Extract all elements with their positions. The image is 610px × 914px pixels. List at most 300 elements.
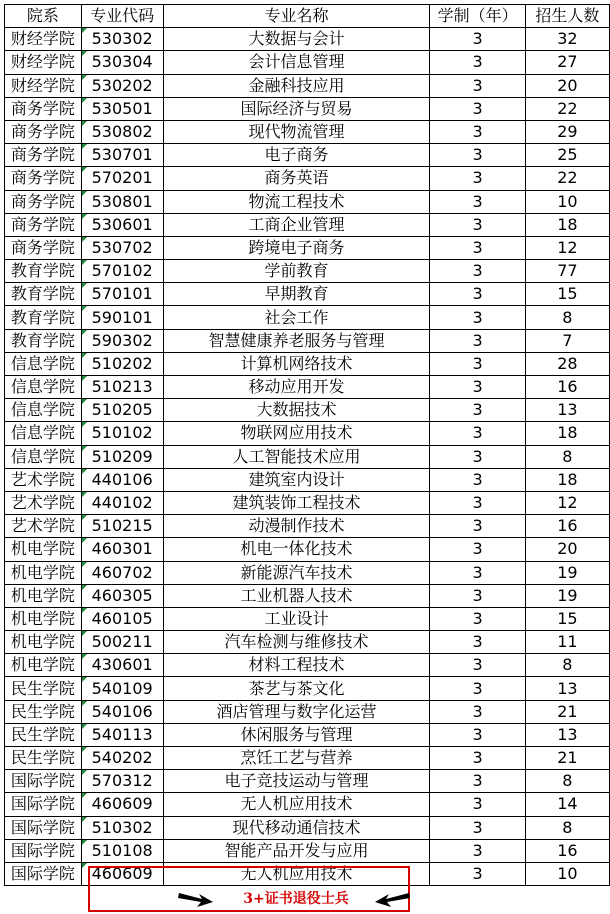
table-row [5, 74, 610, 97]
cell-code[interactable] [81, 144, 163, 167]
header-code[interactable]: 专业代码 [81, 5, 163, 28]
cell-name[interactable]: 建筑室内设计 [163, 468, 430, 491]
cell-marker-icon [82, 260, 87, 265]
cell-dept[interactable]: 国际学院 [5, 793, 82, 816]
cell-code-text: 530302 [91, 29, 153, 49]
cell-code[interactable] [81, 329, 163, 352]
table-row [5, 283, 610, 306]
cell-dept[interactable]: 机电学院 [5, 607, 82, 630]
table-body [5, 28, 610, 886]
table-row [5, 793, 610, 816]
cell-count[interactable]: 14 [525, 793, 609, 816]
cell-code-text: 570102 [91, 261, 153, 281]
cell-marker-icon [82, 353, 87, 358]
cell-count[interactable]: 16 [525, 839, 609, 862]
table-row [5, 816, 610, 839]
cell-code-text: 540113 [91, 724, 153, 744]
cell-count[interactable]: 16 [525, 376, 609, 399]
table-row [5, 631, 610, 654]
table-row [5, 770, 610, 793]
cell-dept[interactable]: 商务学院 [5, 190, 82, 213]
cell-years[interactable]: 3 [430, 283, 525, 306]
cell-name[interactable]: 茶艺与茶文化 [163, 677, 430, 700]
cell-code[interactable] [81, 376, 163, 399]
cell-dept[interactable]: 民生学院 [5, 700, 82, 723]
cell-code-text: 530702 [91, 237, 153, 257]
cell-years[interactable]: 3 [430, 584, 525, 607]
enrollment-table [4, 4, 610, 886]
cell-years[interactable]: 3 [430, 306, 525, 329]
cell-name[interactable]: 现代移动通信技术 [163, 816, 430, 839]
cell-years[interactable]: 3 [430, 167, 525, 190]
cell-name[interactable]: 工业机器人技术 [163, 584, 430, 607]
cell-marker-icon [82, 469, 87, 474]
cell-dept[interactable]: 信息学院 [5, 376, 82, 399]
cell-dept[interactable]: 艺术学院 [5, 515, 82, 538]
cell-code[interactable] [81, 283, 163, 306]
table-row [5, 422, 610, 445]
cell-marker-icon [82, 98, 87, 103]
cell-name[interactable]: 无人机应用技术 [163, 862, 430, 885]
cell-marker-icon [82, 747, 87, 752]
cell-dept[interactable]: 艺术学院 [5, 468, 82, 491]
table-row [5, 28, 610, 51]
cell-marker-icon [82, 306, 87, 311]
cell-count[interactable]: 16 [525, 515, 609, 538]
cell-code-text: 540109 [91, 678, 153, 698]
cell-years[interactable]: 3 [430, 747, 525, 770]
cell-marker-icon [82, 28, 87, 33]
cell-code-text: 540106 [91, 701, 153, 721]
cell-name[interactable]: 国际经济与贸易 [163, 97, 430, 120]
cell-count[interactable]: 32 [525, 28, 609, 51]
cell-dept[interactable]: 信息学院 [5, 352, 82, 375]
cell-code[interactable] [81, 793, 163, 816]
cell-code-text: 510205 [91, 400, 153, 420]
cell-count[interactable]: 25 [525, 144, 609, 167]
table-row [5, 747, 610, 770]
cell-count[interactable]: 12 [525, 491, 609, 514]
cell-code-text: 460702 [91, 562, 153, 582]
cell-code[interactable] [81, 190, 163, 213]
cell-code-text: 500211 [91, 632, 153, 652]
cell-dept[interactable]: 国际学院 [5, 816, 82, 839]
cell-years[interactable]: 3 [430, 260, 525, 283]
table-row [5, 654, 610, 677]
header-name[interactable]: 专业名称 [163, 5, 430, 28]
cell-code[interactable] [81, 352, 163, 375]
cell-dept[interactable]: 民生学院 [5, 677, 82, 700]
cell-years[interactable]: 3 [430, 515, 525, 538]
cell-years[interactable]: 3 [430, 422, 525, 445]
cell-count[interactable]: 8 [525, 654, 609, 677]
cell-count[interactable]: 77 [525, 260, 609, 283]
cell-count[interactable]: 27 [525, 51, 609, 74]
cell-name[interactable]: 工业设计 [163, 607, 430, 630]
header-row [5, 5, 610, 28]
cell-marker-icon [82, 283, 87, 288]
cell-years[interactable]: 3 [430, 862, 525, 885]
cell-marker-icon [82, 121, 87, 126]
cell-marker-icon [82, 167, 87, 172]
cell-name[interactable]: 社会工作 [163, 306, 430, 329]
cell-name[interactable]: 电子竞技运动与管理 [163, 770, 430, 793]
cell-count[interactable]: 29 [525, 120, 609, 143]
cell-years[interactable]: 3 [430, 677, 525, 700]
cell-name[interactable]: 金融科技应用 [163, 74, 430, 97]
cell-name[interactable]: 学前教育 [163, 260, 430, 283]
cell-code[interactable] [81, 677, 163, 700]
cell-years[interactable]: 3 [430, 144, 525, 167]
cell-dept[interactable]: 机电学院 [5, 538, 82, 561]
cell-code-text: 530601 [91, 214, 153, 234]
cell-years[interactable]: 3 [430, 561, 525, 584]
cell-count[interactable]: 7 [525, 329, 609, 352]
cell-code[interactable] [81, 51, 163, 74]
cell-code[interactable] [81, 422, 163, 445]
cell-dept[interactable]: 教育学院 [5, 283, 82, 306]
cell-name[interactable]: 移动应用开发 [163, 376, 430, 399]
cell-name[interactable]: 大数据技术 [163, 399, 430, 422]
cell-name[interactable]: 酒店管理与数字化运营 [163, 700, 430, 723]
cell-dept[interactable]: 国际学院 [5, 862, 82, 885]
cell-count[interactable]: 18 [525, 422, 609, 445]
cell-marker-icon [82, 237, 87, 242]
cell-marker-icon [82, 840, 87, 845]
cell-years[interactable]: 3 [430, 770, 525, 793]
cell-count[interactable]: 8 [525, 816, 609, 839]
cell-code[interactable] [81, 120, 163, 143]
cell-marker-icon [82, 75, 87, 80]
cell-dept[interactable]: 教育学院 [5, 306, 82, 329]
table-row [5, 352, 610, 375]
cell-count[interactable]: 13 [525, 399, 609, 422]
cell-count[interactable]: 18 [525, 213, 609, 236]
cell-dept[interactable]: 机电学院 [5, 584, 82, 607]
cell-count[interactable]: 18 [525, 468, 609, 491]
cell-marker-icon [82, 585, 87, 590]
cell-code-text: 510215 [91, 516, 153, 536]
cell-dept[interactable]: 国际学院 [5, 770, 82, 793]
cell-count[interactable]: 19 [525, 561, 609, 584]
cell-code[interactable] [81, 584, 163, 607]
cell-years[interactable]: 3 [430, 329, 525, 352]
table-row [5, 329, 610, 352]
cell-name[interactable]: 智能产品开发与应用 [163, 839, 430, 862]
cell-marker-icon [82, 330, 87, 335]
cell-dept[interactable]: 教育学院 [5, 329, 82, 352]
cell-count[interactable]: 12 [525, 236, 609, 259]
cell-code-text: 430601 [91, 655, 153, 675]
cell-marker-icon [82, 191, 87, 196]
cell-count[interactable]: 28 [525, 352, 609, 375]
cell-code[interactable] [81, 306, 163, 329]
cell-marker-icon [82, 51, 87, 56]
cell-name[interactable]: 智慧健康养老服务与管理 [163, 329, 430, 352]
cell-code[interactable] [81, 97, 163, 120]
cell-count[interactable]: 19 [525, 584, 609, 607]
cell-count[interactable]: 13 [525, 723, 609, 746]
cell-code-text: 510108 [91, 840, 153, 860]
cell-marker-icon [82, 214, 87, 219]
cell-name[interactable]: 机电一体化技术 [163, 538, 430, 561]
cell-code[interactable] [81, 538, 163, 561]
table-row [5, 399, 610, 422]
cell-dept[interactable]: 信息学院 [5, 445, 82, 468]
cell-code-text: 460105 [91, 608, 153, 628]
cell-count[interactable]: 15 [525, 607, 609, 630]
cell-code-text: 440102 [91, 493, 153, 513]
cell-dept[interactable]: 民生学院 [5, 747, 82, 770]
cell-code[interactable] [81, 654, 163, 677]
cell-dept[interactable]: 艺术学院 [5, 491, 82, 514]
cell-code[interactable] [81, 700, 163, 723]
cell-dept[interactable]: 机电学院 [5, 654, 82, 677]
cell-code[interactable] [81, 445, 163, 468]
cell-years[interactable]: 3 [430, 28, 525, 51]
cell-code[interactable] [81, 816, 163, 839]
cell-count[interactable]: 20 [525, 538, 609, 561]
cell-dept[interactable]: 信息学院 [5, 422, 82, 445]
cell-dept[interactable]: 教育学院 [5, 260, 82, 283]
cell-code[interactable] [81, 167, 163, 190]
cell-marker-icon [82, 492, 87, 497]
cell-dept[interactable]: 财经学院 [5, 28, 82, 51]
cell-marker-icon [82, 376, 87, 381]
table-row [5, 260, 610, 283]
cell-code[interactable] [81, 515, 163, 538]
cell-marker-icon [82, 817, 87, 822]
cell-code[interactable] [81, 260, 163, 283]
cell-dept[interactable]: 财经学院 [5, 74, 82, 97]
cell-dept[interactable]: 商务学院 [5, 120, 82, 143]
cell-marker-icon [82, 863, 87, 868]
table-row [5, 515, 610, 538]
cell-dept[interactable]: 商务学院 [5, 213, 82, 236]
cell-years[interactable]: 3 [430, 120, 525, 143]
cell-marker-icon [82, 399, 87, 404]
table-row [5, 51, 610, 74]
cell-years[interactable]: 3 [430, 51, 525, 74]
cell-years[interactable]: 3 [430, 399, 525, 422]
cell-name[interactable]: 材料工程技术 [163, 654, 430, 677]
cell-marker-icon [82, 562, 87, 567]
table-row [5, 97, 610, 120]
cell-years[interactable]: 3 [430, 723, 525, 746]
cell-name[interactable]: 物流工程技术 [163, 190, 430, 213]
cell-count[interactable]: 13 [525, 677, 609, 700]
cell-count[interactable]: 22 [525, 167, 609, 190]
cell-name[interactable]: 建筑装饰工程技术 [163, 491, 430, 514]
table-row [5, 120, 610, 143]
cell-count[interactable]: 8 [525, 770, 609, 793]
cell-years[interactable]: 3 [430, 468, 525, 491]
cell-years[interactable]: 3 [430, 236, 525, 259]
cell-code[interactable] [81, 747, 163, 770]
cell-code-text: 540202 [91, 748, 153, 768]
table-row [5, 538, 610, 561]
cell-code-text: 590302 [91, 330, 153, 350]
cell-dept[interactable]: 商务学院 [5, 144, 82, 167]
cell-marker-icon [82, 631, 87, 636]
cell-count[interactable]: 20 [525, 74, 609, 97]
cell-dept[interactable]: 财经学院 [5, 51, 82, 74]
cell-count[interactable]: 10 [525, 190, 609, 213]
cell-name[interactable]: 商务英语 [163, 167, 430, 190]
table-row [5, 376, 610, 399]
cell-code-text: 460609 [91, 794, 153, 814]
cell-name[interactable]: 早期教育 [163, 283, 430, 306]
cell-count[interactable]: 15 [525, 283, 609, 306]
cell-code[interactable] [81, 236, 163, 259]
table-row [5, 700, 610, 723]
table-row [5, 723, 610, 746]
cell-code[interactable] [81, 491, 163, 514]
header-count[interactable]: 招生人数 [525, 5, 609, 28]
table-row [5, 584, 610, 607]
cell-years[interactable]: 3 [430, 445, 525, 468]
cell-marker-icon [82, 515, 87, 520]
cell-name[interactable]: 计算机网络技术 [163, 352, 430, 375]
cell-code-text: 510202 [91, 353, 153, 373]
cell-years[interactable]: 3 [430, 538, 525, 561]
cell-name[interactable]: 新能源汽车技术 [163, 561, 430, 584]
cell-years[interactable]: 3 [430, 376, 525, 399]
cell-count[interactable]: 21 [525, 700, 609, 723]
cell-code-text: 590101 [91, 307, 153, 327]
cell-marker-icon [82, 608, 87, 613]
cell-years[interactable]: 3 [430, 839, 525, 862]
cell-code-text: 510302 [91, 817, 153, 837]
cell-years[interactable]: 3 [430, 352, 525, 375]
cell-code-text: 510209 [91, 446, 153, 466]
cell-name[interactable]: 现代物流管理 [163, 120, 430, 143]
cell-code-text: 570101 [91, 284, 153, 304]
table-row [5, 491, 610, 514]
cell-code[interactable] [81, 770, 163, 793]
cell-count[interactable]: 8 [525, 306, 609, 329]
table-row [5, 190, 610, 213]
cell-marker-icon [82, 701, 87, 706]
cell-years[interactable]: 3 [430, 491, 525, 514]
cell-dept[interactable]: 机电学院 [5, 561, 82, 584]
cell-code-text: 530304 [91, 52, 153, 72]
cell-dept[interactable]: 民生学院 [5, 723, 82, 746]
cell-code-text: 530801 [91, 191, 153, 211]
cell-code-text: 460609 [91, 864, 153, 884]
cell-code[interactable] [81, 607, 163, 630]
cell-code[interactable] [81, 631, 163, 654]
cell-years[interactable]: 3 [430, 631, 525, 654]
cell-years[interactable]: 3 [430, 700, 525, 723]
table-row [5, 167, 610, 190]
table-row [5, 561, 610, 584]
header-dept[interactable]: 院系 [5, 5, 82, 28]
table-row [5, 607, 610, 630]
cell-code[interactable] [81, 468, 163, 491]
cell-count[interactable]: 21 [525, 747, 609, 770]
cell-code-text: 530501 [91, 98, 153, 118]
cell-years[interactable]: 3 [430, 816, 525, 839]
cell-code-text: 570312 [91, 771, 153, 791]
cell-marker-icon [82, 446, 87, 451]
cell-count[interactable]: 11 [525, 631, 609, 654]
cell-code[interactable] [81, 561, 163, 584]
cell-code[interactable] [81, 213, 163, 236]
cell-years[interactable]: 3 [430, 654, 525, 677]
cell-name[interactable]: 人工智能技术应用 [163, 445, 430, 468]
cell-code-text: 440106 [91, 469, 153, 489]
cell-dept[interactable]: 信息学院 [5, 399, 82, 422]
cell-marker-icon [82, 724, 87, 729]
cell-count[interactable]: 8 [525, 445, 609, 468]
cell-code[interactable] [81, 862, 163, 885]
cell-code-text: 530701 [91, 145, 153, 165]
cell-years[interactable]: 3 [430, 793, 525, 816]
arrow-right-icon [176, 887, 216, 911]
cell-name[interactable]: 汽车检测与维修技术 [163, 631, 430, 654]
cell-code[interactable] [81, 74, 163, 97]
cell-dept[interactable]: 国际学院 [5, 839, 82, 862]
cell-count[interactable]: 22 [525, 97, 609, 120]
cell-years[interactable]: 3 [430, 213, 525, 236]
table-row [5, 468, 610, 491]
cell-dept[interactable]: 商务学院 [5, 236, 82, 259]
table-row [5, 236, 610, 259]
cell-name[interactable]: 休闲服务与管理 [163, 723, 430, 746]
table-row [5, 445, 610, 468]
cell-marker-icon [82, 793, 87, 798]
cell-name[interactable]: 无人机应用技术 [163, 793, 430, 816]
table-row [5, 839, 610, 862]
cell-name[interactable]: 烹饪工艺与营养 [163, 747, 430, 770]
table-row [5, 862, 610, 885]
cell-years[interactable]: 3 [430, 97, 525, 120]
annotation-label: 3+证书退役士兵 [243, 891, 349, 907]
cell-code-text: 530802 [91, 122, 153, 142]
cell-name[interactable]: 工商企业管理 [163, 213, 430, 236]
cell-dept[interactable]: 机电学院 [5, 631, 82, 654]
header-years[interactable]: 学制（年） [430, 5, 525, 28]
cell-code-text: 460301 [91, 539, 153, 559]
cell-code-text: 460305 [91, 585, 153, 605]
cell-count[interactable]: 10 [525, 862, 609, 885]
cell-name[interactable]: 跨境电子商务 [163, 236, 430, 259]
cell-code[interactable] [81, 723, 163, 746]
cell-name[interactable]: 会计信息管理 [163, 51, 430, 74]
cell-name[interactable]: 物联网应用技术 [163, 422, 430, 445]
cell-code-text: 510213 [91, 377, 153, 397]
cell-years[interactable]: 3 [430, 74, 525, 97]
arrow-left-icon [372, 887, 412, 911]
annotation-banner [176, 887, 412, 911]
cell-code[interactable] [81, 839, 163, 862]
table-row [5, 306, 610, 329]
table-row [5, 144, 610, 167]
cell-years[interactable]: 3 [430, 607, 525, 630]
cell-name[interactable]: 大数据与会计 [163, 28, 430, 51]
cell-years[interactable]: 3 [430, 190, 525, 213]
cell-marker-icon [82, 654, 87, 659]
cell-name[interactable]: 动漫制作技术 [163, 515, 430, 538]
cell-marker-icon [82, 538, 87, 543]
cell-dept[interactable]: 商务学院 [5, 97, 82, 120]
cell-code[interactable] [81, 28, 163, 51]
cell-name[interactable]: 电子商务 [163, 144, 430, 167]
cell-dept[interactable]: 商务学院 [5, 167, 82, 190]
cell-code-text: 510102 [91, 423, 153, 443]
cell-code[interactable] [81, 399, 163, 422]
